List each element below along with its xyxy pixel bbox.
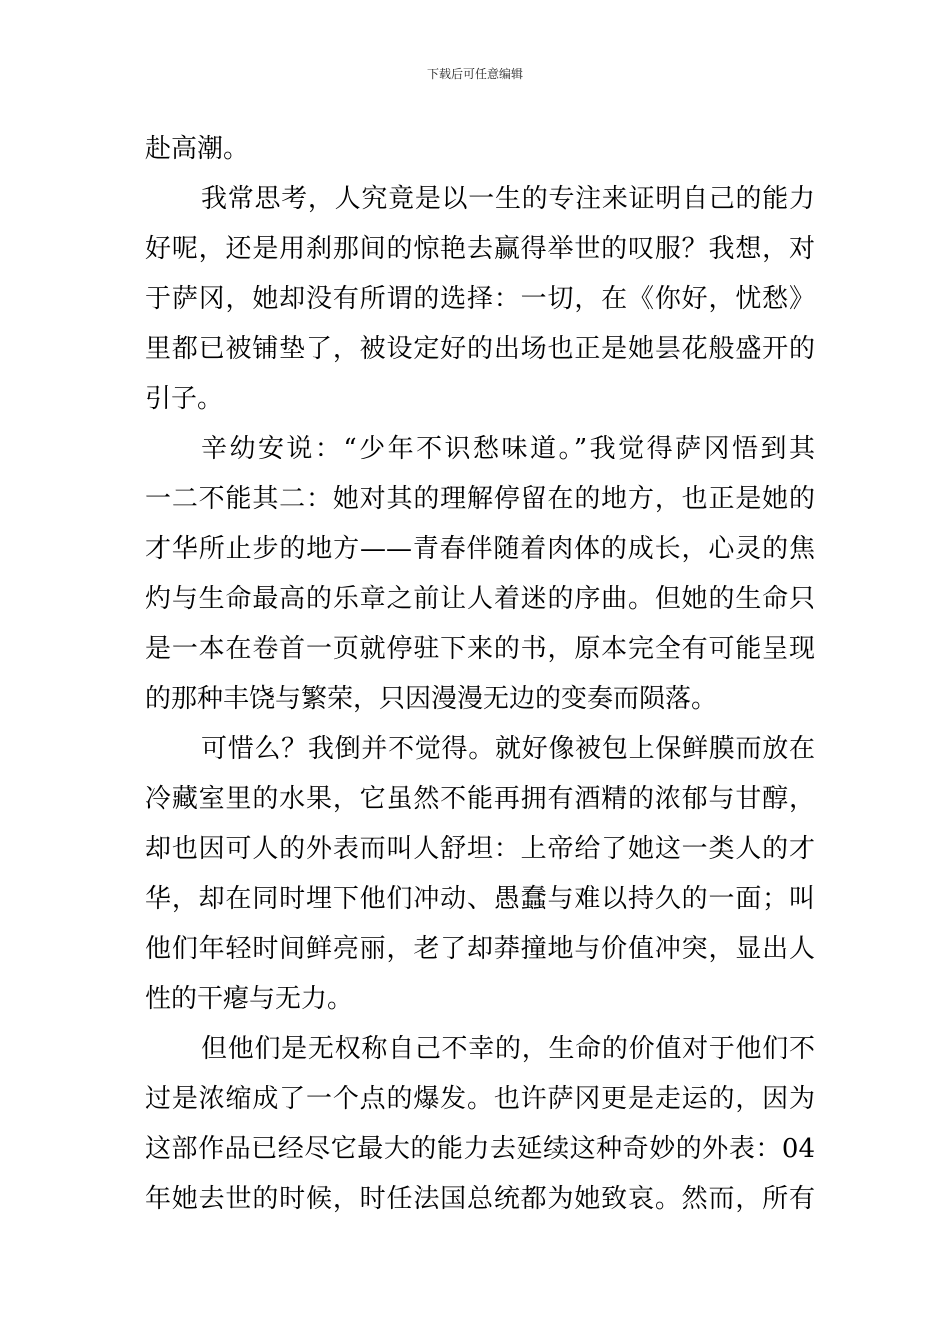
paragraph-line: 我常思考，人究竟是以一生的专注来证明自己的能力 xyxy=(201,184,815,214)
paragraph-line: 可惜么？我倒并不觉得。就好像被包上保鲜膜而放在 xyxy=(201,734,815,764)
body-text xyxy=(145,124,815,1224)
paragraph-line: 是一本在卷首一页就停驻下来的书，原本完全有可能呈现 xyxy=(145,634,815,664)
paragraph-line: 华，却在同时埋下他们冲动、愚蠢与难以持久的一面；叫 xyxy=(145,884,815,914)
paragraph-line: 过是浓缩成了一个点的爆发。也许萨冈更是走运的，因为 xyxy=(145,1084,815,1114)
paragraph-line: 他们年轻时间鲜亮丽，老了却莽撞地与价值冲突，显出人 xyxy=(145,934,815,964)
paragraph-line: 一二不能其二：她对其的理解停留在的地方，也正是她的 xyxy=(145,484,815,514)
paragraph-line: 好呢，还是用刹那间的惊艳去赢得举世的叹服？我想，对 xyxy=(145,234,815,264)
paragraph-line: 灼与生命最高的乐章之前让人着迷的序曲。但她的生命只 xyxy=(145,584,815,614)
paragraph-line: 但他们是无权称自己不幸的，生命的价值对于他们不 xyxy=(201,1034,815,1064)
paragraph-line: 赴高潮。 xyxy=(145,134,250,164)
paragraph-line: 的那种丰饶与繁荣，只因漫漫无边的变奏而陨落。 xyxy=(145,684,718,714)
paragraph-line: 却也因可人的外表而叫人舒坦：上帝给了她这一类人的才 xyxy=(145,834,815,864)
paragraph-line: 年她去世的时候，时任法国总统都为她致哀。然而，所有 xyxy=(145,1184,815,1214)
paragraph-line: 冷藏室里的水果，它虽然不能再拥有酒精的浓郁与甘醇， xyxy=(145,784,815,814)
paragraph-line: 于萨冈，她却没有所谓的选择：一切，在《你好，忧愁》 xyxy=(145,284,815,314)
page-header: 下载后可任意编辑 xyxy=(426,67,523,81)
paragraph-line: 性的干瘪与无力。 xyxy=(145,984,354,1014)
paragraph-line: 才华所止步的地方——青春伴随着肉体的成长，心灵的焦 xyxy=(145,534,815,564)
paragraph-line: 辛幼安说：“少年不识愁味道。”我觉得萨冈悟到其 xyxy=(201,434,815,464)
paragraph-line: 里都已被铺垫了，被设定好的出场也正是她昙花般盛开的 xyxy=(145,334,815,364)
paragraph-line: 这部作品已经尽它最大的能力去延续这种奇妙的外表：04 xyxy=(145,1134,815,1164)
paragraph-line: 引子。 xyxy=(145,384,224,414)
